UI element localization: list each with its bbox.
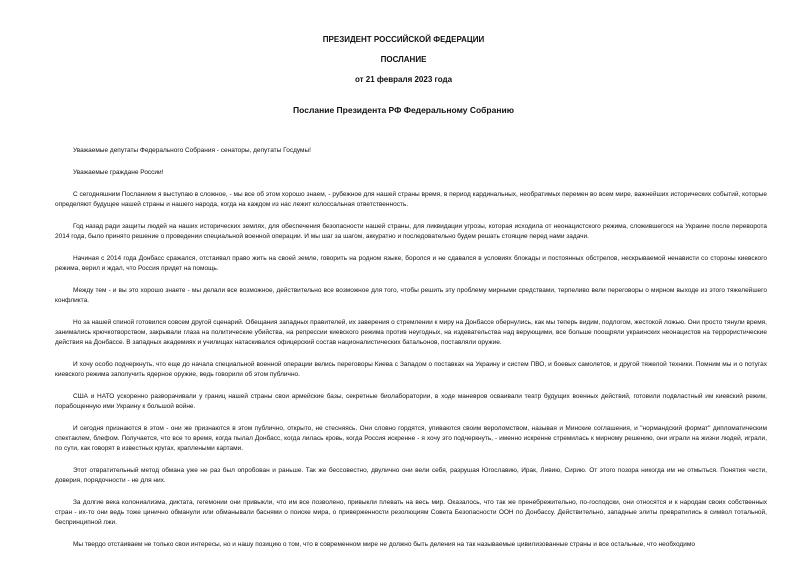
document-body xyxy=(55,146,767,562)
document-date: от 21 февраля 2023 года xyxy=(354,75,453,84)
paragraph: Уважаемые граждане России! xyxy=(73,169,164,176)
paragraph: И хочу особо подчеркнуть, что еще до начала специальной военной операции велись переговоры Киева с Западом о поставках на Украину и систем ПВО, и боевых самолетов, и другой тяжелой техники. Помним мы и о потугах киевского режима заполучить ядерное оружие, ведь говорили об этом публично. xyxy=(55,361,767,378)
paragraph: Мы твердо отстаиваем не только свои интересы, но и нашу позицию о том, что в современном мире не должно быть деления на так называемые цивилизованные страны и все остальные, что необходимо xyxy=(73,541,696,548)
paragraph: С сегодняшним Посланием я выступаю в сложное, - мы все об этом хорошо знаем, - рубежное для нашей страны время, в период кардинальных, необратимых перемен во всем мире, важнейших исторических событий, которые определяют будущее нашей страны и нашего народа, когда на каждом из нас лежит колоссальная ответственность. xyxy=(55,191,767,208)
paragraph: Начиная с 2014 года Донбасс сражался, отстаивал право жить на своей земле, говорить на родном языке, боролся и не сдавался в условиях блокады и постоянных обстрелов, нескрываемой ненависти со стороны киевского режима, верил и ждал, что Россия придет на помощь. xyxy=(55,255,767,272)
paragraph: Но за нашей спиной готовился совсем другой сценарий. Обещания западных правителей, их заверения о стремлении к миру на Донбассе обернулись, как мы теперь видим, подлогом, жестокой ложью. Они просто тянули время, занимались крючкотворством, закрывали глаза на политические убийства, на репрессии киевского режима против неугодных, на издевательства над верующими, все больше поощряли украинских неонацистов на террористические действия на Донбассе. В западных академиях и училищах натаскивался офицерский состав националистических батальонов, поставляли оружие. xyxy=(55,319,767,346)
paragraph: Этот отвратительный метод обмана уже не раз был опробован и раньше. Так же бессовестно, двулично они вели себя, разрушая Югославию, Ирак, Ливию, Сирию. От этого позора никогда им не отмыться. Понятия чести, доверия, порядочности - не для них. xyxy=(55,467,767,484)
issuer-heading: ПРЕЗИДЕНТ РОССИЙСКОЙ ФЕДЕРАЦИИ xyxy=(322,35,485,44)
paragraph: За долгие века колониализма, диктата, гегемонии они привыкли, что им все позволено, привыкли плевать на весь мир. Оказалось, что так же пренебрежительно, по-господски, они относятся и к народам своих собственных стран - их-то они ведь тоже цинично обманули или обманывали баснями о поиске мира, о приверженности резолюциям Совета Безопасности ООН по Донбассу. Действительно, западные элиты превратились в символ тотальной, беспринципной лжи. xyxy=(55,499,767,526)
paragraph: И сегодня признаются в этом - они же признаются в этом публично, открыто, не стесняясь. Они словно гордятся, упиваются своим вероломством, называя и Минские соглашения, и "нормандский формат" дипломатическим спектаклем, блефом. Получается, что все то время, когда пылал Донбасс, когда лилась кровь, когда Россия искренне - я хочу это подчеркнуть, - именно искренне стремилась к мирному решению, они играли на жизни людей, играли, по сути, как говорят в известных кругах, краплеными картами. xyxy=(55,425,767,452)
paragraph: Между тем - и вы это хорошо знаете - мы делали все возможное, действительно все возможное для того, чтобы решить эту проблему мирными средствами, терпеливо вели переговоры о мирном выходе из этого тяжелейшего конфликта. xyxy=(55,287,767,304)
document-type-heading: ПОСЛАНИЕ xyxy=(380,55,427,64)
paragraph: США и НАТО ускоренно разворачивали у границ нашей страны свои армейские базы, секретные биолаборатории, в ходе маневров осваивали театр будущих военных действий, готовили подвластный им киевский режим, порабощенную ими Украину к большой войне. xyxy=(55,393,767,410)
paragraph: Год назад ради защиты людей на наших исторических землях, для обеспечения безопасности нашей страны, для ликвидации угрозы, которая исходила от неонацистского режима, сложившегося на Украине после переворота 2014 года, было принято решение о проведении специальной военной операции. И мы шаг за шагом, аккуратно и последовательно будем решать стоящие перед нами задачи. xyxy=(55,223,767,240)
document-title: Послание Президента РФ Федеральному Собранию xyxy=(293,105,514,115)
paragraph: Уважаемые депутаты Федерального Собрания - сенаторы, депутаты Госдумы! xyxy=(73,147,311,154)
